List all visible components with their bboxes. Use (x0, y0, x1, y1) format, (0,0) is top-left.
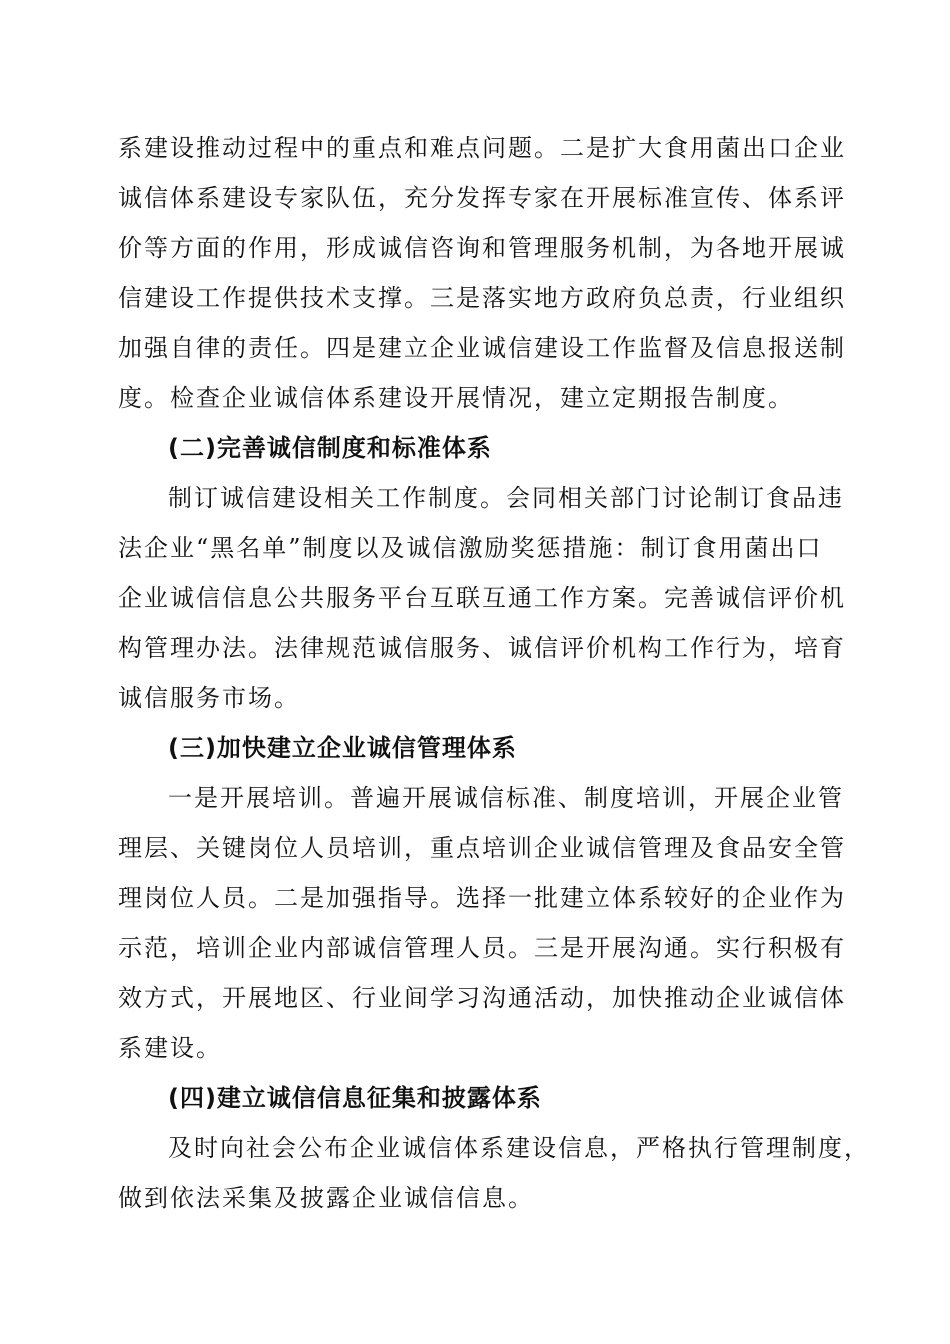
body-line: 价等方面的作用，形成诚信咨询和管理服务机制，为各地开展诚 (118, 234, 846, 262)
body-line: 法企业“黑名单”制度以及诚信激励奖惩措施：制订食用菌出口 (118, 534, 823, 562)
section-heading: (二)完善诚信制度和标准体系 (168, 434, 492, 462)
body-line: 做到依法采集及披露企业诚信信息。 (118, 1184, 534, 1212)
body-line: 系建设推动过程中的重点和难点问题。二是扩大食用菌出口企业 (118, 134, 846, 162)
section-heading: (三)加快建立企业诚信管理体系 (168, 734, 517, 762)
body-line: 理层、关键岗位人员培训，重点培训企业诚信管理及食品安全管 (118, 834, 846, 862)
body-line: 诚信服务市场。 (118, 684, 300, 712)
body-line: 信建设工作提供技术支撑。三是落实地方政府负总责，行业组织 (118, 284, 846, 312)
body-line: 理岗位人员。二是加强指导。选择一批建立体系较好的企业作为 (118, 884, 846, 912)
body-line: 构管理办法。法律规范诚信服务、诚信评价机构工作行为，培育 (118, 634, 846, 662)
section-heading: (四)建立诚信信息征集和披露体系 (168, 1084, 542, 1112)
paragraph-first-line: 及时向社会公布企业诚信体系建设信息，严格执行管理制度， (168, 1134, 870, 1162)
paragraph-first-line: 制订诚信建设相关工作制度。会同相关部门讨论制订食品违 (168, 484, 844, 512)
body-line: 诚信体系建设专家队伍，充分发挥专家在开展标准宣传、体系评 (118, 184, 846, 212)
body-line: 度。检查企业诚信体系建设开展情况，建立定期报告制度。 (118, 384, 794, 412)
document-body (118, 123, 870, 1223)
body-line: 效方式，开展地区、行业间学习沟通活动，加快推动企业诚信体 (118, 984, 846, 1012)
body-line: 企业诚信信息公共服务平台互联互通工作方案。完善诚信评价机 (118, 584, 846, 612)
paragraph-first-line: 一是开展培训。普遍开展诚信标准、制度培训，开展企业管 (168, 784, 844, 812)
body-line: 加强自律的责任。四是建立企业诚信建设工作监督及信息报送制 (118, 334, 846, 362)
body-line: 示范，培训企业内部诚信管理人员。三是开展沟通。实行积极有 (118, 934, 846, 962)
body-line: 系建设。 (118, 1034, 222, 1062)
